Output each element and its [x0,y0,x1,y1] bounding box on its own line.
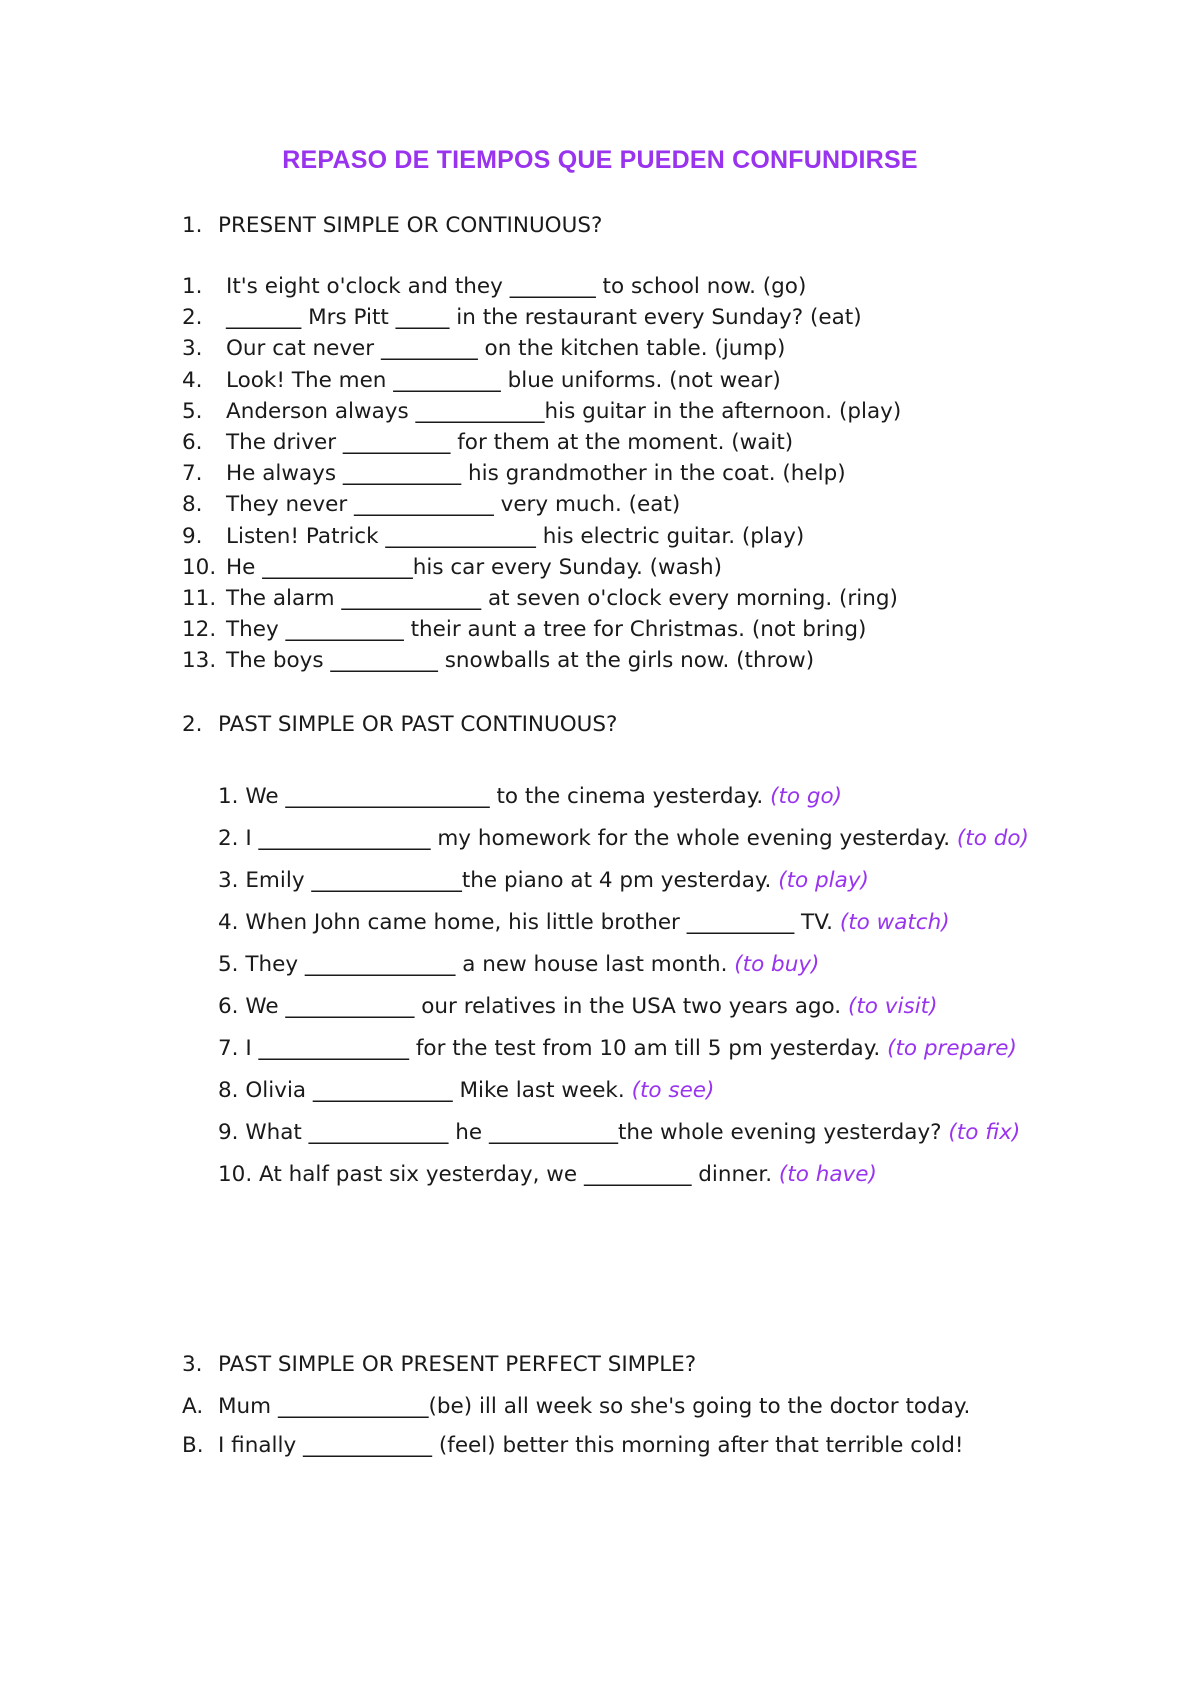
list-item: B. I finally ____________ (feel) better this morning after that terrible cold! [182,1433,964,1458]
list-item: 10. He ______________his car every Sunday. (wash) [182,554,723,580]
list-item: 4. When John came home, his little brother __________ TV. (to watch) [218,910,950,935]
verb-hint: (to fix) [948,1120,1021,1145]
section-3-number: 3. [182,1352,203,1377]
list-item: 2. _______ Mrs Pitt _____ in the restaurant every Sunday? (eat) [182,305,862,331]
list-item: 8. They never _____________ very much. (eat) [182,492,681,518]
list-item: 10. At half past six yesterday, we __________ dinner. (to have) [218,1162,877,1187]
section-2-heading [182,710,617,740]
list-item: 6. The driver __________ for them at the moment. (wait) [182,429,794,455]
list-item: 7. I ______________ for the test from 10 am till 5 pm yesterday. (to prepare) [218,1036,1017,1061]
verb-hint: (to play) [778,868,869,893]
section-2-title: PAST SIMPLE OR PAST CONTINUOUS? [218,712,618,737]
section-3-list [182,1390,1042,1468]
verb-hint: (to buy) [734,952,820,977]
section-2-list [218,780,1088,1200]
list-item: A. Mum ______________(be) ill all week so she's going to the doctor today. [182,1394,971,1419]
verb-hint: (to visit) [847,994,938,1019]
section-3-heading [182,1350,696,1380]
list-item: 3. Emily ______________the piano at 4 pm yesterday. (to play) [218,868,869,893]
list-item: 11. The alarm _____________ at seven o'clock every morning. (ring) [182,585,898,611]
section-1-number: 1. [182,213,203,238]
list-item: 12. They ___________ their aunt a tree for Christmas. (not bring) [182,617,867,643]
list-item: 8. Olivia _____________ Mike last week. (to see) [218,1078,715,1103]
list-item: 4. Look! The men __________ blue uniforms. (not wear) [182,367,781,393]
list-item: 13. The boys __________ snowballs at the girls now. (throw) [182,648,815,674]
section-2-number: 2. [182,712,203,737]
list-item: 3. Our cat never _________ on the kitchen table. (jump) [182,336,786,362]
verb-hint: (to see) [631,1078,715,1103]
section-1-heading [182,211,602,241]
list-item: 1. It's eight o'clock and they ________ to school now. (go) [182,274,807,299]
verb-hint: (to do) [956,826,1029,851]
list-item: 5. Anderson always ____________his guitar in the afternoon. (play) [182,398,902,424]
section-3-title: PAST SIMPLE OR PRESENT PERFECT SIMPLE? [218,1352,697,1377]
list-item: 6. We ____________ our relatives in the USA two years ago. (to visit) [218,994,938,1019]
list-item: 2. I ________________ my homework for the whole evening yesterday. (to do) [218,826,1029,851]
verb-hint: (to have) [778,1162,877,1187]
verb-hint: (to watch) [839,910,950,935]
page-title: REPASO DE TIEMPOS QUE PUEDEN CONFUNDIRSE [282,146,918,174]
list-item: 9. What _____________ he ____________the whole evening yesterday? (to fix) [218,1120,1021,1145]
list-item: 1. We ___________________ to the cinema yesterday. (to go) [218,784,843,809]
verb-hint: (to go) [770,784,843,809]
list-item: 5. They ______________ a new house last month. (to buy) [218,952,820,977]
list-item: 9. Listen! Patrick ______________ his electric guitar. (play) [182,523,805,549]
list-item: 7. He always ___________ his grandmother in the coat. (help) [182,461,846,487]
verb-hint: (to prepare) [887,1036,1017,1061]
section-1-list [182,271,1082,676]
section-1-title: PRESENT SIMPLE OR CONTINUOUS? [218,213,603,238]
